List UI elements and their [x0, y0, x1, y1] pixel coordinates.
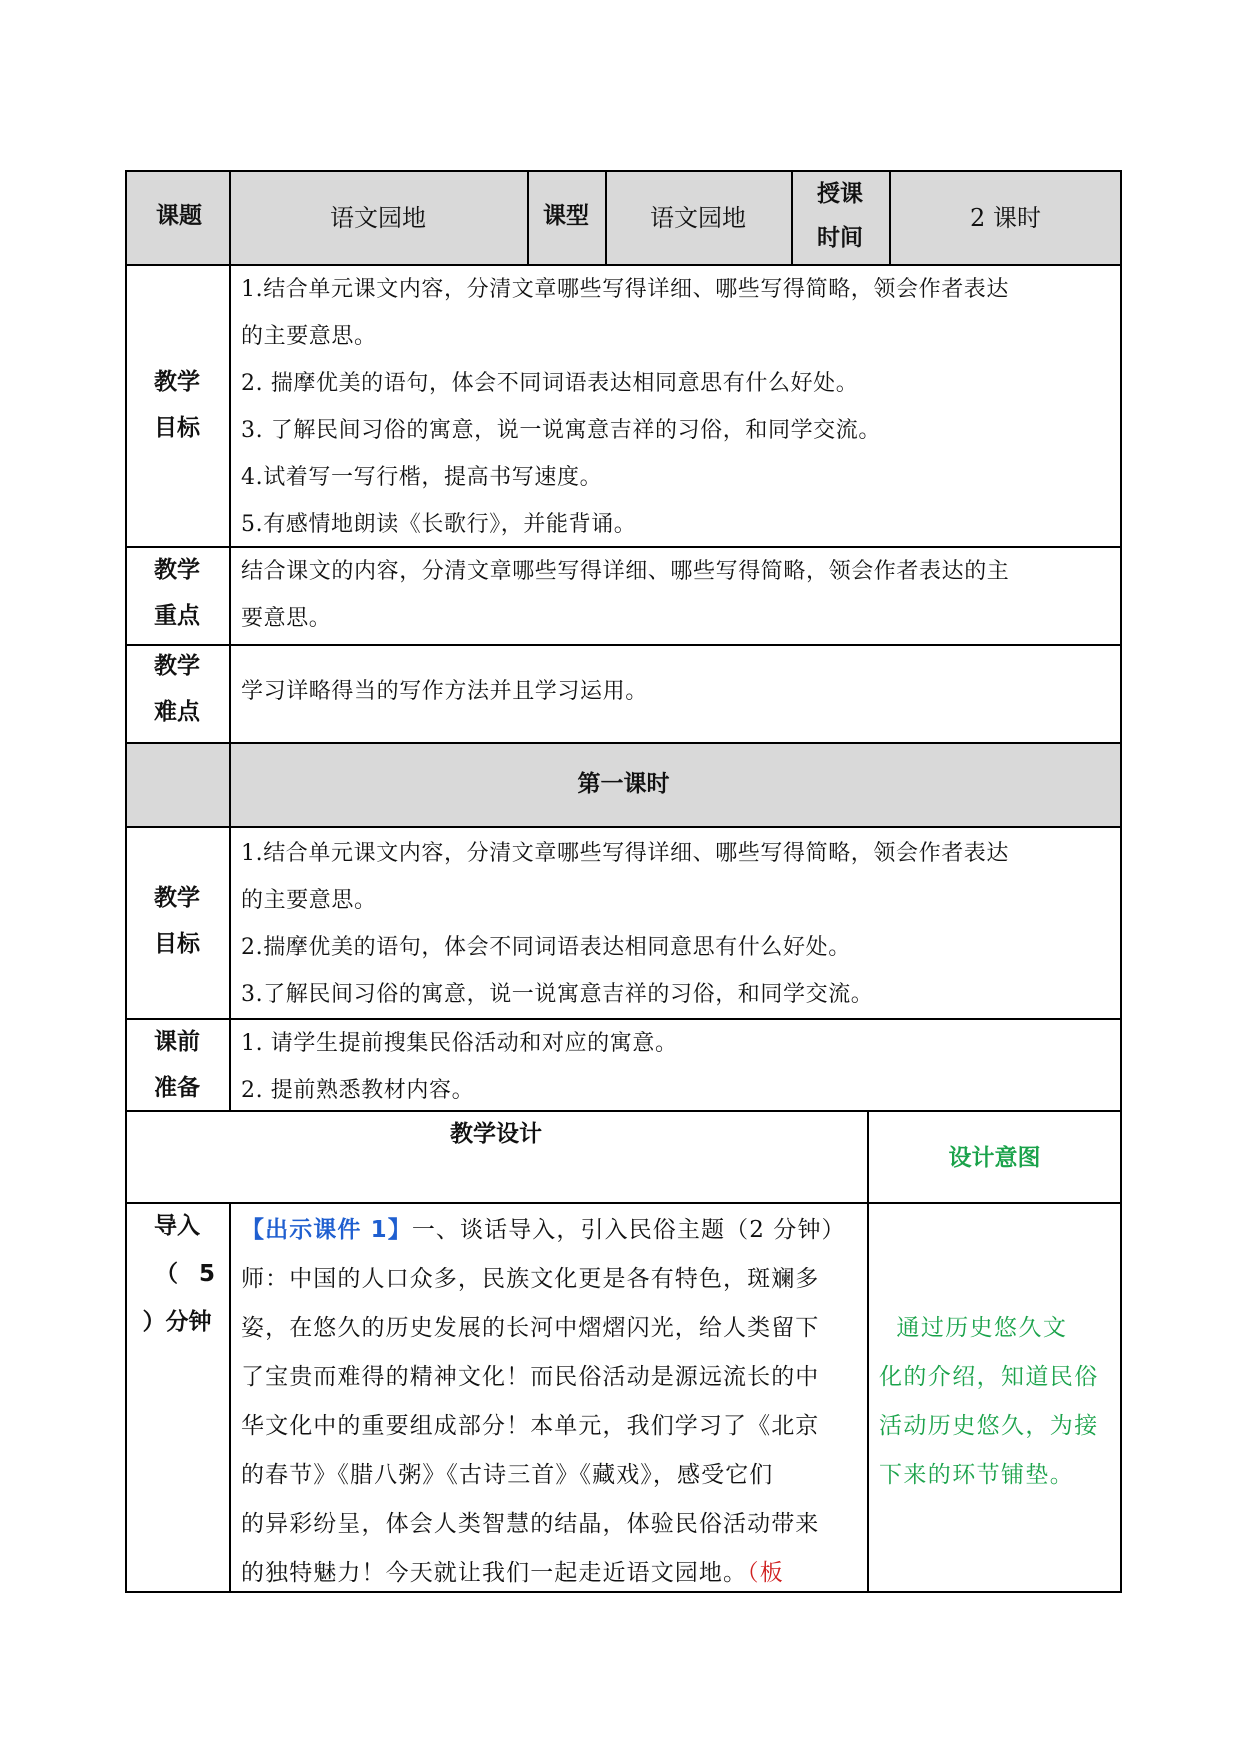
topic-label: 课题 [156, 203, 202, 229]
goals-label-1: 教学 [154, 369, 200, 395]
intent-line: 化的介绍，知道民俗 [879, 1364, 1099, 1390]
preparation-line: 2. 提前熟悉教材内容。 [241, 1078, 475, 1103]
key-points-label-1: 教学 [154, 557, 200, 583]
lesson-goals-line: 3.了解民间习俗的寓意，说一说寓意吉祥的习俗，和同学交流。 [241, 982, 874, 1007]
difficulties-label-2: 难点 [154, 699, 200, 725]
intent-line: 通过历史悠久文 [879, 1315, 1068, 1341]
row-divider [125, 264, 1122, 266]
goals-line: 的主要意思。 [241, 324, 377, 349]
intent-line: 下来的环节铺垫。 [879, 1462, 1075, 1488]
difficulties-label-1: 教学 [154, 653, 200, 679]
border-top [125, 170, 1122, 172]
key-points-line: 结合课文的内容，分清文章哪些写得详细、哪些写得简略，领会作者表达的主 [241, 559, 1010, 584]
lesson-goals-line: 2.揣摩优美的语句，体会不同词语表达相同意思有什么好处。 [241, 935, 851, 960]
intro-label-2 [125, 1252, 229, 1297]
key-points-line: 要意思。 [241, 606, 332, 631]
difficulties-line: 学习详略得当的写作方法并且学习运用。 [241, 679, 648, 704]
row-divider [125, 1018, 1122, 1020]
intro-last-line-text: 的独特魅力！今天就让我们一起走近语文园地。 [241, 1560, 748, 1586]
border-bottom [125, 1591, 1122, 1593]
row-divider [125, 644, 1122, 646]
intro-label-3: ）分钟 [142, 1309, 212, 1335]
courseware-tag: 【出示课件 1】 [241, 1217, 412, 1243]
time-value: 2 课时 [970, 204, 1041, 232]
intro-line: 了宝贵而难得的精神文化！而民俗活动是源远流长的中 [241, 1364, 820, 1390]
intro-line: 的春节》《腊八粥》《古诗三首》《藏戏》，感受它们 [241, 1462, 774, 1488]
preparation-label-1: 课前 [154, 1029, 200, 1055]
lesson-goals-line: 1.结合单元课文内容，分清文章哪些写得详细、哪些写得简略，领会作者表达 [241, 841, 1009, 866]
intent-line: 活动历史悠久，为接 [879, 1413, 1099, 1439]
border-right [1120, 170, 1122, 1593]
goals-list [229, 266, 1122, 548]
intro-label-paren: （ [155, 1261, 178, 1287]
lesson-goals-list [229, 830, 1122, 1018]
intro-intent [867, 1304, 1122, 1500]
difficulties-text [229, 668, 1122, 715]
intro-line: 华文化中的重要组成部分！本单元，我们学习了《北京 [241, 1413, 820, 1439]
row-divider [125, 546, 1122, 548]
goals-line: 4.试着写一写行楷，提高书写速度。 [241, 465, 603, 490]
topic-value: 语文园地 [330, 204, 426, 232]
preparation-list [229, 1020, 1122, 1114]
lesson-goals-label-1: 教学 [154, 885, 200, 911]
time-label-1: 授课 [817, 181, 863, 207]
intro-line: 的异彩纷呈，体会人类智慧的结晶，体验民俗活动带来 [241, 1511, 820, 1537]
lesson-goals-line: 的主要意思。 [241, 888, 377, 913]
preparation-label-2: 准备 [154, 1075, 200, 1101]
section-title: 第一课时 [577, 771, 670, 797]
time-label-2: 时间 [817, 225, 863, 251]
row-divider [125, 742, 1122, 744]
key-points-label-2: 重点 [154, 603, 200, 629]
intro-heading: 一、谈话导入，引入民俗主题（2 分钟） [411, 1217, 846, 1243]
intro-first-line [241, 1206, 863, 1255]
col-divider [229, 1202, 231, 1593]
key-points-text [229, 548, 1122, 642]
intro-line: 师：中国的人口众多，民族文化更是各有特色，斑斓多 [241, 1266, 820, 1292]
row-divider [125, 826, 1122, 828]
row-divider [125, 1202, 1122, 1204]
intro-line: 姿，在悠久的历史发展的长河中熠熠闪光，给人类留下 [241, 1315, 820, 1341]
board-note: （板 [747, 1560, 784, 1586]
col-divider [867, 1110, 869, 1593]
lesson-goals-label-2: 目标 [154, 931, 200, 957]
col-divider [889, 170, 891, 264]
goals-line: 5.有感情地朗读《长歌行》，并能背诵。 [241, 512, 637, 537]
intent-title: 设计意图 [948, 1145, 1041, 1171]
intro-label-1: 导入 [154, 1213, 200, 1239]
goals-line: 2. 揣摩优美的语句，体会不同词语表达相同意思有什么好处。 [241, 371, 859, 396]
goals-line: 3. 了解民间习俗的寓意，说一说寓意吉祥的习俗，和同学交流。 [241, 418, 881, 443]
intro-label-number: 5 [198, 1261, 215, 1287]
col-divider [791, 170, 793, 264]
intro-text [229, 1206, 867, 1598]
col-divider [229, 170, 231, 1110]
goals-line: 1.结合单元课文内容，分清文章哪些写得详细、哪些写得简略，领会作者表达 [241, 277, 1009, 302]
type-value: 语文园地 [650, 204, 746, 232]
col-divider [527, 170, 529, 264]
row-divider [125, 1110, 1122, 1112]
border-left [125, 170, 127, 1593]
preparation-line: 1. 请学生提前搜集民俗活动和对应的寓意。 [241, 1031, 678, 1056]
col-divider [605, 170, 607, 264]
goals-label-2: 目标 [154, 415, 200, 441]
type-label: 课型 [543, 203, 589, 229]
design-title: 教学设计 [450, 1121, 542, 1147]
